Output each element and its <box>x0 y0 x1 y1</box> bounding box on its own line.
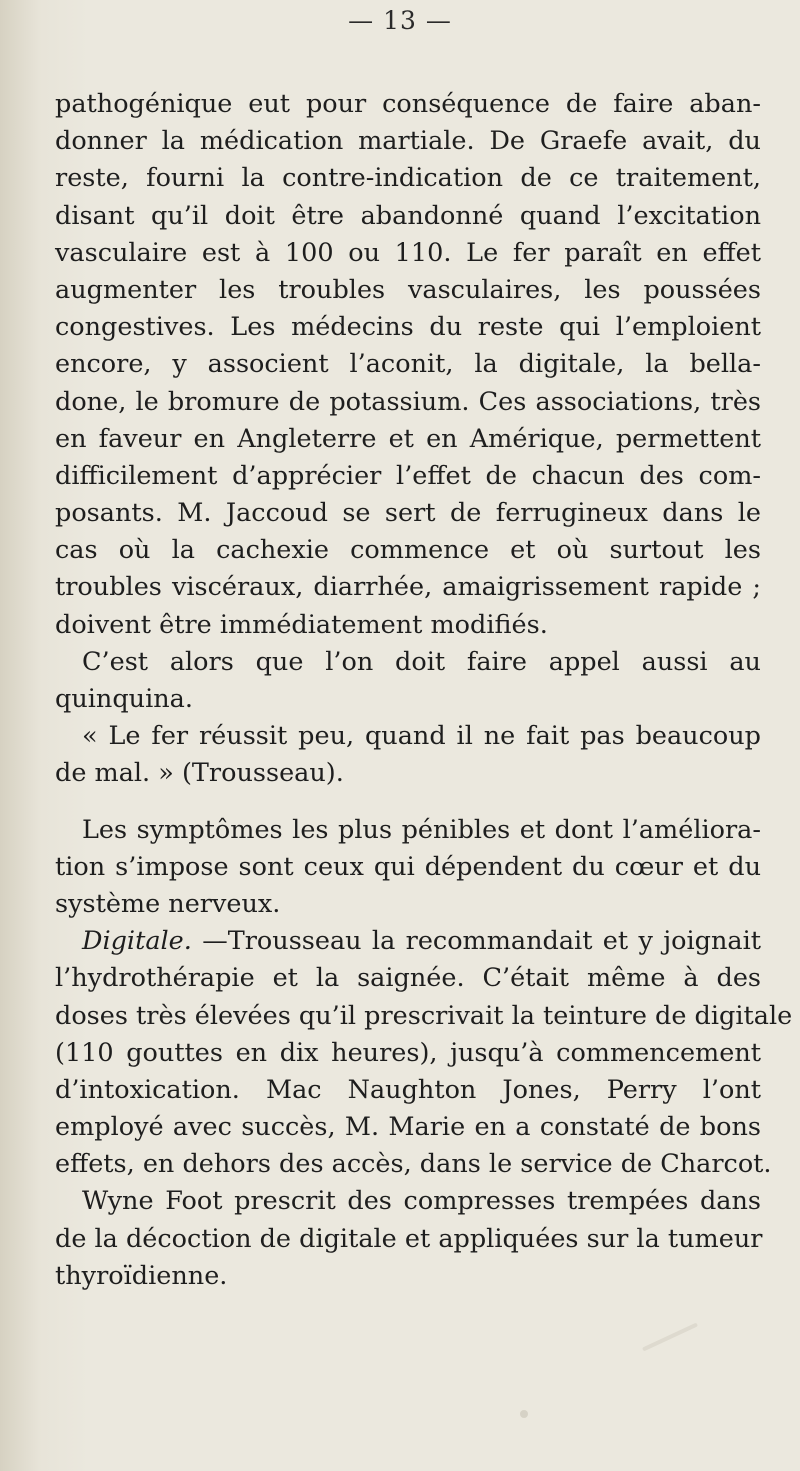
text-line: doses très élevées qu’il prescrivait la teinture de digitale <box>55 1000 793 1031</box>
paragraph-gap <box>55 793 761 812</box>
text-line: doivent être immédiatement modifiés. <box>55 609 548 640</box>
text-line: done, le bromure de potassium. Ces associations, très <box>55 386 761 417</box>
text-line: reste, fourni la contre-indication de ce traitement, <box>55 163 761 194</box>
text-line: effets, en dehors des accès, dans le service de Charcot. <box>55 1149 772 1180</box>
quotation <box>55 718 761 792</box>
text-line: posants. M. Jaccoud se sert de ferrugineux dans le <box>55 498 761 529</box>
text-line: en faveur en Angleterre et en Amérique, permettent <box>55 423 761 454</box>
text-line: employé avec succès, M. Marie en a constaté de bons <box>55 1112 761 1143</box>
text-line: (110 gouttes en dix heures), jusqu’à commencement <box>55 1037 761 1068</box>
text-line: l’hydrothérapie et la saignée. C’était même à des <box>55 963 761 994</box>
text-line: C’est alors que l’on doit faire appel aussi au <box>82 646 761 677</box>
text-line: congestives. Les médecins du reste qui l’emploient <box>55 312 761 343</box>
text-line: difficilement d’apprécier l’effet de chacun des com- <box>55 460 761 491</box>
text-line: de la décoction de digitale et appliquées sur la tumeur <box>55 1223 763 1254</box>
text-line: encore, y associent l’aconit, la digitale, la bella- <box>55 349 761 380</box>
text-line: système nerveux. <box>55 888 281 919</box>
paragraph <box>55 812 761 924</box>
section-heading-italic: Digitale. <box>82 926 192 957</box>
paragraph <box>55 86 761 644</box>
paper-smudge <box>642 1323 698 1352</box>
text-line <box>55 923 761 960</box>
text-line: augmenter les troubles vasculaires, les poussées <box>55 274 761 305</box>
text-run: —Trousseau la recommandait et y joignait <box>191 926 761 957</box>
text-line: « Le fer réussit peu, quand il ne fait pas beaucoup <box>82 721 761 752</box>
text-line: quinquina. <box>55 684 193 714</box>
text-line: pathogénique eut pour conséquence de faire aban- <box>55 89 761 119</box>
page-number: — 13 — <box>348 6 452 35</box>
paper-smudge <box>520 1410 528 1418</box>
text-line: thyroïdienne. <box>55 1260 228 1291</box>
text-line: disant qu’il doit être abandonné quand l’excitation <box>55 200 761 231</box>
text-line: Les symptômes les plus pénibles et dont l’améliora- <box>82 814 761 845</box>
text-line: d’intoxication. Mac Naughton Jones, Perry l’ont <box>55 1074 761 1105</box>
text-line: Wyne Foot prescrit des compresses trempées dans <box>82 1186 761 1217</box>
text-line: donner la médication martiale. De Graefe avait, du <box>55 126 761 157</box>
text-line: vasculaire est à 100 ou 110. Le fer paraît en effet <box>55 237 761 268</box>
text-line: tion s’impose sont ceux qui dépendent du cœur et du <box>55 851 761 882</box>
text-line: troubles viscéraux, diarrhée, amaigrissement rapide ; <box>55 572 761 603</box>
text-line: cas où la cachexie commence et où surtout les <box>55 535 761 566</box>
paragraph <box>55 1183 761 1295</box>
body-text <box>55 86 793 1295</box>
text-line: de mal. » (Trousseau). <box>55 758 344 789</box>
paragraph <box>55 644 761 718</box>
paragraph <box>55 923 793 1183</box>
